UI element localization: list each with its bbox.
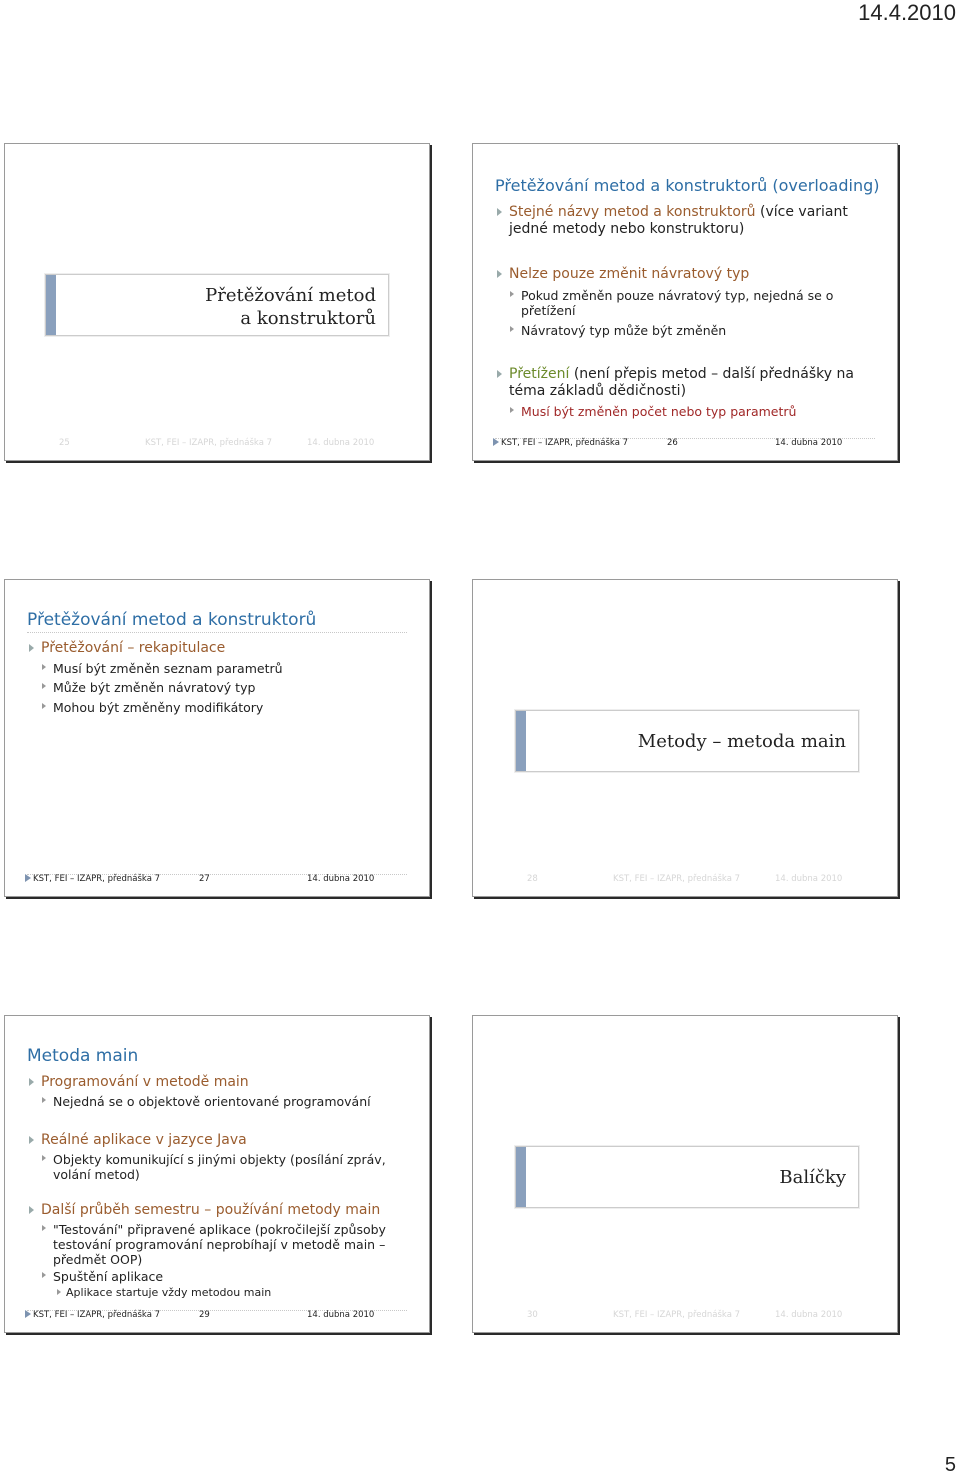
bullet: Přetěžování – rekapitulace bbox=[27, 640, 417, 657]
slide-number: 25 bbox=[59, 438, 70, 448]
sub-bullet: Nejedná se o objektově orientované programování bbox=[40, 1094, 417, 1109]
section-title-line1: Přetěžování metod bbox=[205, 285, 376, 306]
slide-footer bbox=[5, 1310, 429, 1324]
bullet-text: (není přepis metod – další přednášky na téma základů dědičnosti) bbox=[509, 366, 854, 399]
slide-26 bbox=[472, 143, 898, 461]
sub-bullet: Musí být změněn seznam parametrů bbox=[40, 661, 417, 676]
slide-25 bbox=[4, 143, 430, 461]
footer-date: 14. dubna 2010 bbox=[307, 874, 375, 884]
slide-number: 30 bbox=[527, 1310, 538, 1320]
slide-30 bbox=[472, 1015, 898, 1333]
footer-arrow-icon bbox=[25, 874, 31, 882]
slide-28 bbox=[472, 579, 898, 897]
sub-bullet: Může být změněn návratový typ bbox=[40, 680, 417, 695]
slide-title: Přetěžování metod a konstruktorů (overloading) bbox=[495, 176, 880, 195]
sub-bullet: Návratový typ může být změněn bbox=[508, 323, 885, 338]
slide-footer bbox=[5, 438, 429, 452]
footer-date: 14. dubna 2010 bbox=[775, 874, 843, 884]
slide-title: Metoda main bbox=[27, 1046, 139, 1066]
page-number: 5 bbox=[944, 1454, 956, 1476]
footer-course: KST, FEI – IZAPR, přednáška 7 bbox=[33, 1310, 161, 1320]
slide-footer bbox=[473, 874, 897, 888]
slide-number: 26 bbox=[667, 438, 678, 448]
sub-bullet: Objekty komunikující s jinými objekty (posílání zpráv, volání metod) bbox=[40, 1152, 417, 1182]
section-title: Metody – metoda main bbox=[637, 731, 846, 752]
bullet bbox=[495, 204, 885, 238]
section-accent-bar bbox=[46, 275, 56, 335]
bullet: Další průběh semestru – používání metody main bbox=[27, 1202, 417, 1219]
slide-number: 29 bbox=[199, 1310, 210, 1320]
section-title: Balíčky bbox=[779, 1167, 846, 1188]
footer-course: KST, FEI – IZAPR, přednáška 7 bbox=[501, 438, 629, 448]
slide-footer bbox=[473, 1310, 897, 1324]
sub-bullet: Musí být změněn počet nebo typ parametrů bbox=[508, 404, 885, 419]
footer-course: KST, FEI – IZAPR, přednáška 7 bbox=[613, 874, 741, 884]
bullet: Programování v metodě main bbox=[27, 1074, 417, 1091]
footer-course: KST, FEI – IZAPR, přednáška 7 bbox=[145, 438, 273, 448]
footer-course: KST, FEI – IZAPR, přednáška 7 bbox=[33, 874, 161, 884]
page-date: 14.4.2010 bbox=[858, 0, 956, 25]
sub-sub-bullet: Aplikace startuje vždy metodou main bbox=[55, 1286, 417, 1300]
bullet-text: (více variant jedné metody nebo konstruktoru) bbox=[509, 204, 848, 237]
section-title-line2: a konstruktorů bbox=[240, 308, 376, 329]
slide-27 bbox=[4, 579, 430, 897]
section-title-box bbox=[515, 710, 859, 772]
sub-bullet: Mohou být změněny modifikátory bbox=[40, 700, 417, 715]
section-accent-bar bbox=[516, 711, 526, 771]
slide-number: 28 bbox=[527, 874, 538, 884]
bullet-highlight: Stejné názvy metod a konstruktorů bbox=[509, 204, 756, 220]
section-title-box bbox=[515, 1146, 859, 1208]
footer-date: 14. dubna 2010 bbox=[307, 1310, 375, 1320]
footer-course: KST, FEI – IZAPR, přednáška 7 bbox=[613, 1310, 741, 1320]
sub-bullet: "Testování" připravené aplikace (pokročilejší způsoby testování programování neprobíhají v metodě main – předmět OOP) bbox=[40, 1222, 417, 1267]
footer-date: 14. dubna 2010 bbox=[307, 438, 375, 448]
bullet bbox=[495, 366, 885, 400]
slide-29 bbox=[4, 1015, 430, 1333]
section-title-box bbox=[45, 274, 389, 336]
footer-date: 14. dubna 2010 bbox=[775, 1310, 843, 1320]
slide-title: Přetěžování metod a konstruktorů bbox=[27, 610, 317, 630]
sub-bullet: Pokud změněn pouze návratový typ, nejedná se o přetížení bbox=[508, 288, 885, 318]
slide-number: 27 bbox=[199, 874, 210, 884]
bullet: Reálné aplikace v jazyce Java bbox=[27, 1132, 417, 1149]
bullet: Nelze pouze změnit návratový typ bbox=[495, 266, 885, 283]
bullet-highlight: Přetížení bbox=[509, 366, 570, 382]
footer-date: 14. dubna 2010 bbox=[775, 438, 843, 448]
footer-arrow-icon bbox=[493, 438, 499, 446]
title-divider bbox=[27, 632, 407, 633]
section-accent-bar bbox=[516, 1147, 526, 1207]
slide-footer bbox=[5, 874, 429, 888]
slide-footer bbox=[473, 438, 897, 452]
footer-arrow-icon bbox=[25, 1310, 31, 1318]
sub-bullet: Spuštění aplikace bbox=[40, 1269, 417, 1284]
